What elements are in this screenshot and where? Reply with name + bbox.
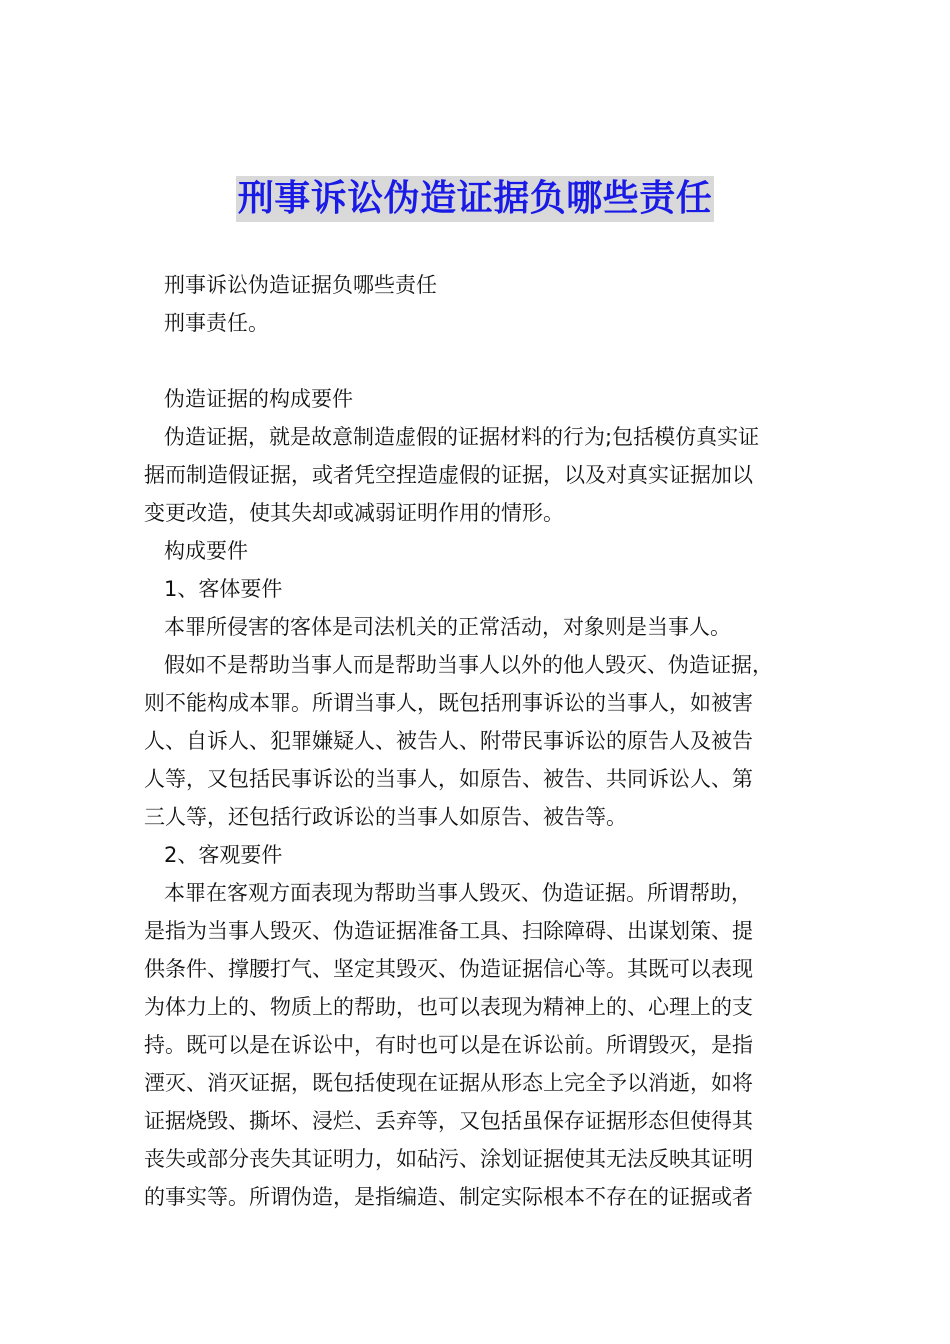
text-line: 持。既可以是在诉讼中，有时也可以是在诉讼前。所谓毁灭，是指 [144, 1033, 753, 1057]
text-line: 刑事责任。 [164, 311, 269, 335]
text-line: 为体力上的、物质上的帮助，也可以表现为精神上的、心理上的支 [144, 995, 753, 1019]
text-line: 本罪在客观方面表现为帮助当事人毁灭、伪造证据。所谓帮助， [164, 881, 752, 905]
text-line: 供条件、撑腰打气、坚定其毁灭、伪造证据信心等。其既可以表现 [144, 957, 753, 981]
text-line: 本罪所侵害的客体是司法机关的正常活动，对象则是当事人。 [164, 615, 731, 639]
text-line: 是指为当事人毁灭、伪造证据准备工具、扫除障碍、出谋划策、提 [144, 919, 753, 943]
text-line: 人、自诉人、犯罪嫌疑人、被告人、附带民事诉讼的原告人及被告 [144, 729, 753, 753]
text-line: 丧失或部分丧失其证明力，如砧污、涂划证据使其无法反映其证明 [144, 1147, 753, 1171]
blank-line [144, 342, 809, 380]
title-container [0, 176, 950, 222]
text-line: 变更改造，使其失却或减弱证明作用的情形。 [144, 501, 564, 525]
text-line: 1、客体要件 [164, 577, 283, 601]
text-line: 三人等，还包括行政诉讼的当事人如原告、被告等。 [144, 805, 627, 829]
text-line: 刑事诉讼伪造证据负哪些责任 [164, 273, 437, 297]
text-line: 伪造证据的构成要件 [164, 387, 353, 411]
text-line: 据而制造假证据，或者凭空捏造虚假的证据，以及对真实证据加以 [144, 463, 753, 487]
text-line: 则不能构成本罪。所谓当事人，既包括刑事诉讼的当事人，如被害 [144, 691, 753, 715]
text-line: 证据烧毁、撕坏、浸烂、丢弃等，又包括虽保存证据形态但使得其 [144, 1109, 753, 1133]
text-line: 伪造证据，就是故意制造虚假的证据材料的行为;包括模仿真实证 [164, 425, 760, 449]
text-line: 的事实等。所谓伪造，是指编造、制定实际根本不存在的证据或者 [144, 1185, 753, 1209]
text-line: 2、客观要件 [164, 843, 283, 867]
text-line: 湮灭、消灭证据，既包括使现在证据从形态上完全予以消逝，如将 [144, 1071, 753, 1095]
document-body [144, 266, 809, 1216]
text-line: 构成要件 [164, 539, 248, 563]
text-line: 假如不是帮助当事人而是帮助当事人以外的他人毁灭、伪造证据， [164, 653, 773, 677]
document-title: 刑事诉讼伪造证据负哪些责任 [236, 176, 715, 222]
text-line: 人等，又包括民事诉讼的当事人，如原告、被告、共同诉讼人、第 [144, 767, 753, 791]
